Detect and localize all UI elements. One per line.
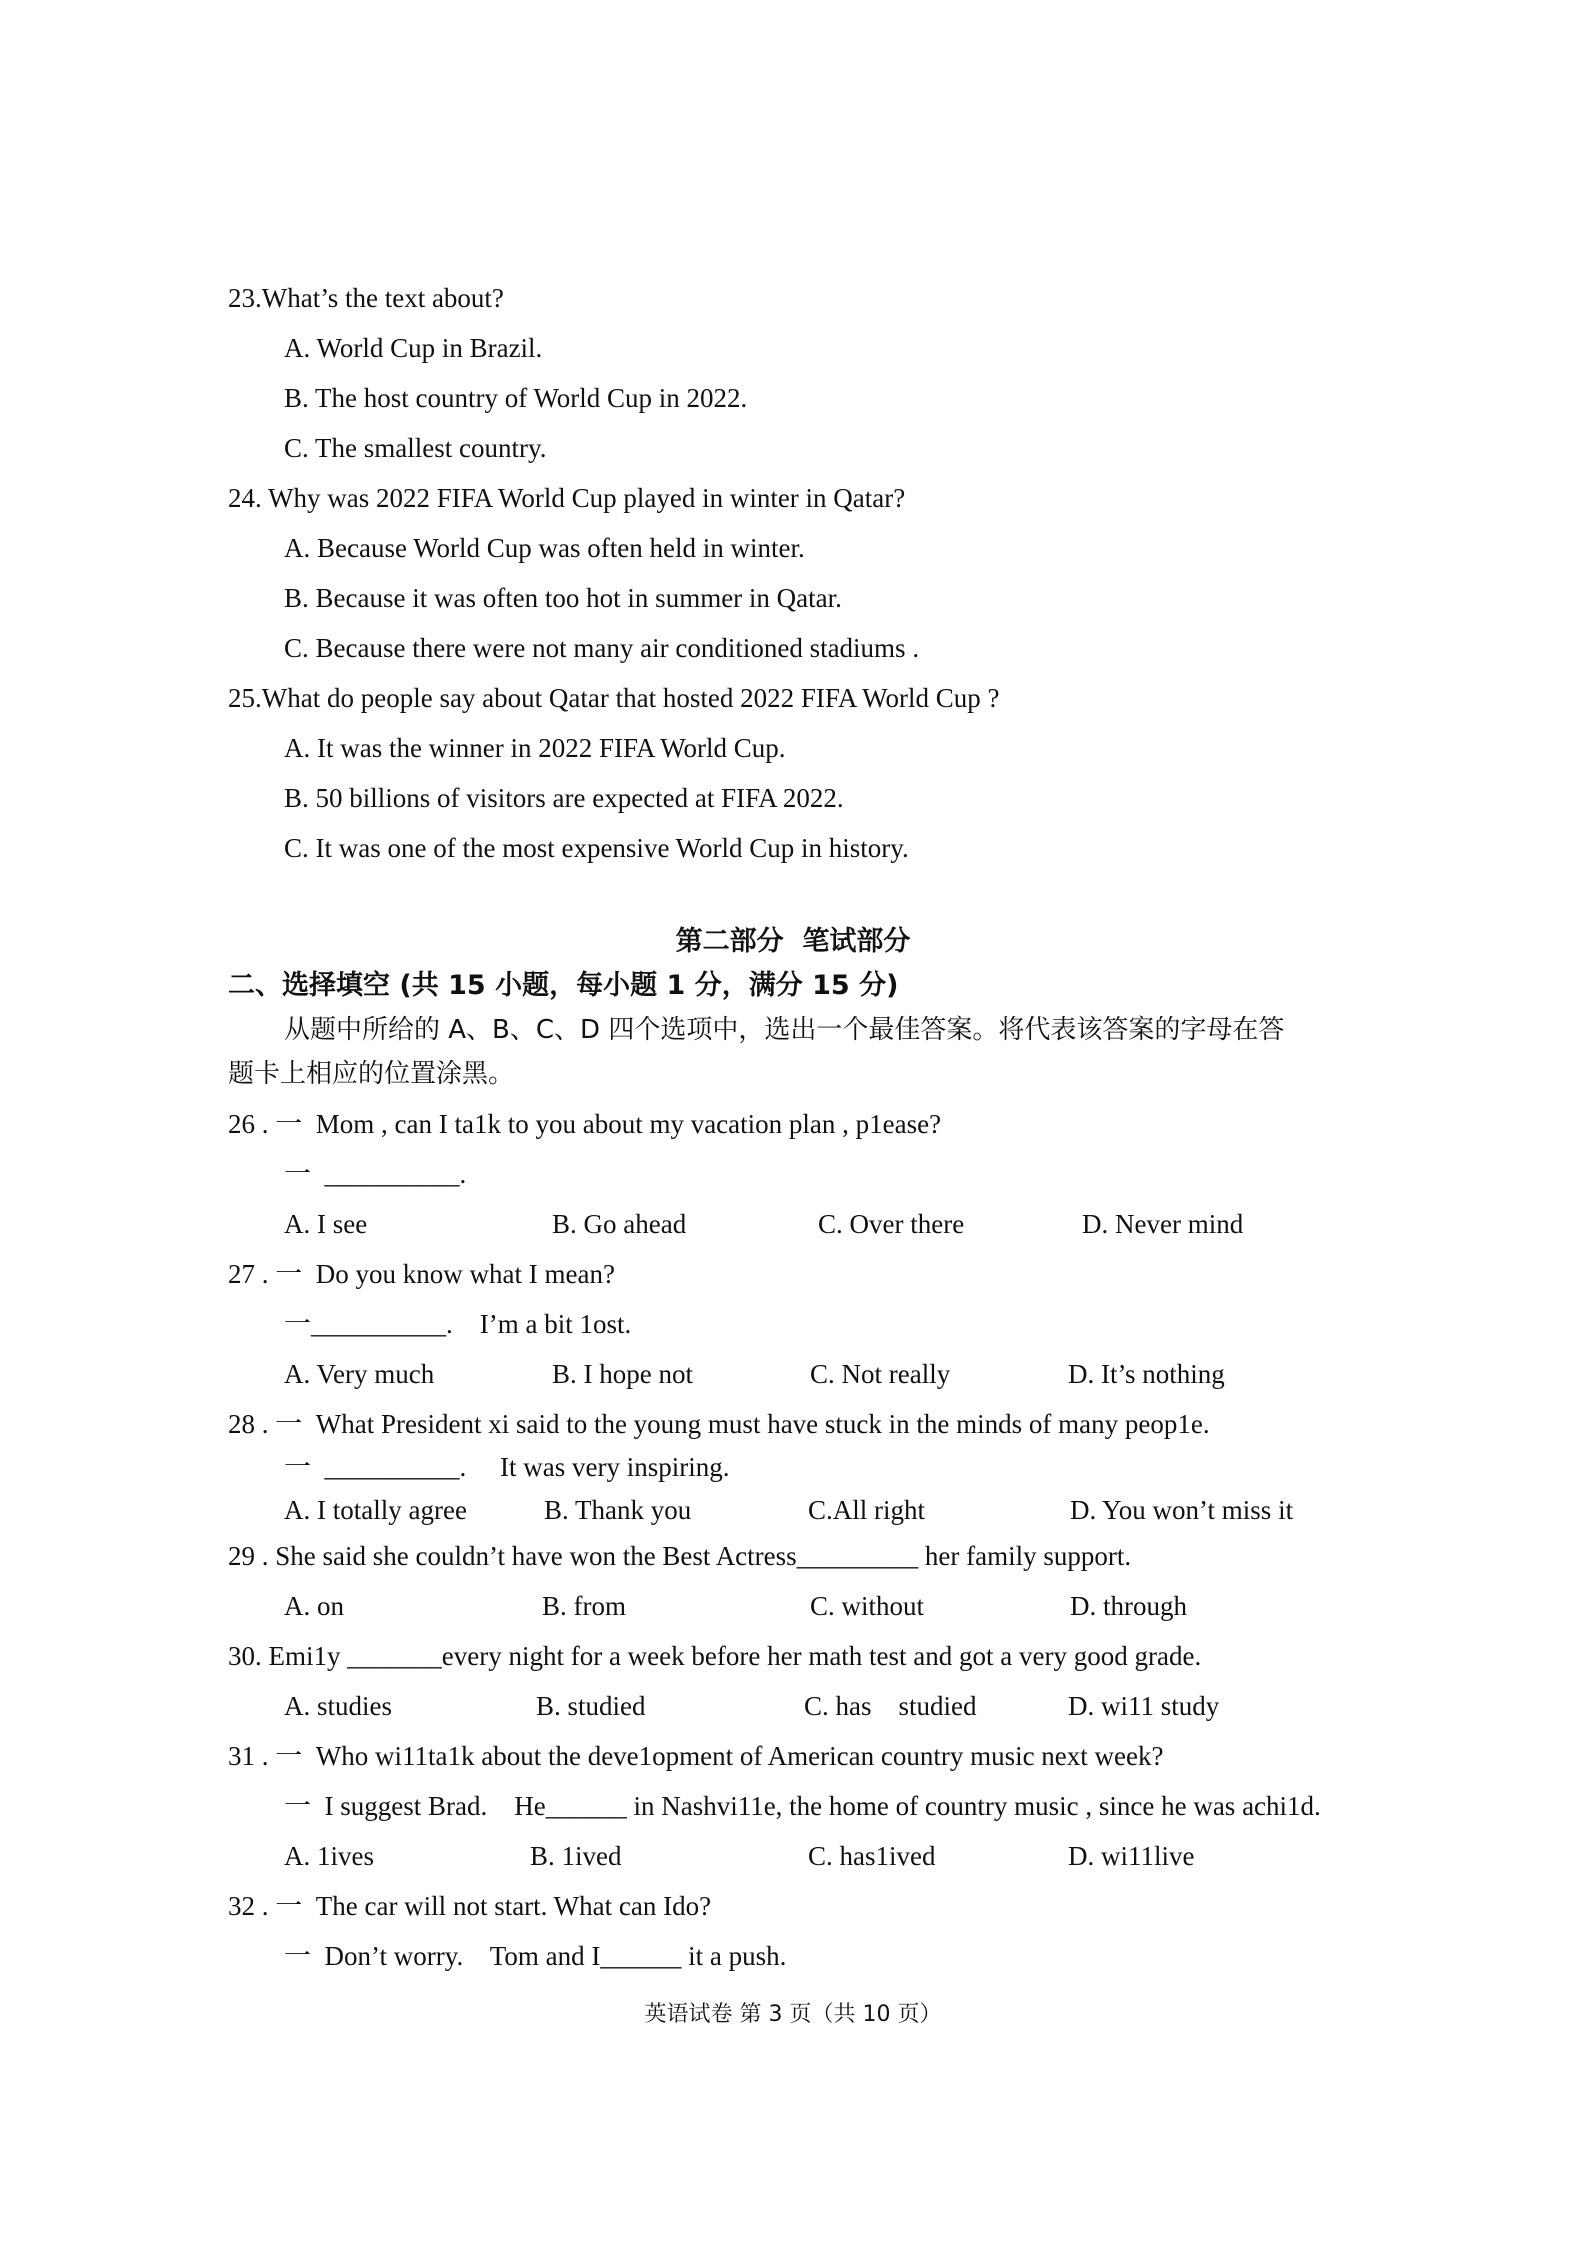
question-27-option-d: D. It’s nothing: [1068, 1359, 1225, 1389]
question-31-option-b: B. 1ived: [530, 1841, 622, 1871]
question-26-option-d: D. Never mind: [1082, 1209, 1244, 1239]
question-25-option-a: A. It was the winner in 2022 FIFA World Cup.: [284, 733, 786, 763]
question-28-option-d: D. You won’t miss it: [1070, 1495, 1294, 1525]
question-26-option-c: C. Over there: [818, 1209, 965, 1239]
question-27-option-a: A. Very much: [284, 1359, 435, 1389]
instruction-line-1: 从题中所给的 A、B、C、D 四个选项中，选出一个最佳答案。将代表该答案的字母在答: [284, 1015, 1285, 1045]
question-25-option-c: C. It was one of the most expensive World Cup in history.: [284, 833, 909, 863]
question-31-option-d: D. wi11live: [1068, 1841, 1195, 1871]
question-24-stem: 24. Why was 2022 FIFA World Cup played in winter in Qatar?: [228, 483, 906, 513]
question-31-stem: 31 . 一 Who wi11ta1k about the deve1opment of American country music next week?: [228, 1741, 1164, 1771]
question-26-reply: 一 __________.: [284, 1159, 467, 1189]
question-31-option-c: C. has1ived: [808, 1841, 936, 1871]
question-30-option-c: C. has studied: [804, 1691, 977, 1721]
question-32-stem: 32 . 一 The car will not start. What can Ido?: [228, 1891, 712, 1921]
question-28-option-a: A. I totally agree: [284, 1495, 467, 1525]
question-30-option-a: A. studies: [284, 1691, 392, 1721]
question-31-reply: 一 I suggest Brad. He______ in Nashvi11e, the home of country music , since he was achi1d.: [284, 1791, 1321, 1821]
question-24-option-b: B. Because it was often too hot in summer in Qatar.: [284, 583, 842, 613]
question-31-option-a: A. 1ives: [284, 1841, 374, 1871]
question-24-option-a: A. Because World Cup was often held in winter.: [284, 533, 805, 563]
question-32-reply: 一 Don’t worry. Tom and I______ it a push.: [284, 1941, 787, 1971]
question-27-option-b: B. I hope not: [552, 1359, 693, 1389]
question-27-stem: 27 . 一 Do you know what I mean?: [228, 1259, 615, 1289]
question-29-option-a: A. on: [284, 1591, 344, 1621]
question-28-reply: 一 __________. It was very inspiring.: [284, 1452, 730, 1482]
question-23-stem: 23.What’s the text about?: [228, 283, 504, 313]
instruction-line-2: 题卡上相应的位置涂黑。: [228, 1059, 515, 1089]
question-28-option-b: B. Thank you: [544, 1495, 692, 1525]
question-26-option-a: A. I see: [284, 1209, 368, 1239]
question-23-option-b: B. The host country of World Cup in 2022.: [284, 383, 748, 413]
question-30-option-d: D. wi11 study: [1068, 1691, 1220, 1721]
section-title: 二、选择填空 (共 15 小题，每小题 1 分，满分 15 分): [228, 970, 899, 1001]
question-30-stem: 30. Emi1y _______every night for a week before her math test and got a very good grade.: [228, 1641, 1202, 1671]
question-25-option-b: B. 50 billions of visitors are expected at FIFA 2022.: [284, 783, 844, 813]
question-26-stem: 26 . 一 Mom , can I ta1k to you about my vacation plan , p1ease?: [228, 1109, 942, 1139]
question-23-option-c: C. The smallest country.: [284, 433, 547, 463]
question-24-option-c: C. Because there were not many air conditioned stadiums .: [284, 633, 920, 663]
question-27-reply: 一__________. I’m a bit 1ost.: [284, 1309, 632, 1339]
page-footer: 英语试卷 第 3 页（共 10 页）: [644, 2002, 942, 2027]
question-29-option-c: C. without: [810, 1591, 925, 1621]
part-title: 第二部分 笔试部分: [675, 926, 911, 957]
question-28-option-c: C.All right: [808, 1495, 926, 1525]
question-26-option-b: B. Go ahead: [552, 1209, 687, 1239]
question-23-option-a: A. World Cup in Brazil.: [284, 333, 543, 363]
question-25-stem: 25.What do people say about Qatar that hosted 2022 FIFA World Cup ?: [228, 683, 1000, 713]
question-29-stem: 29 . She said she couldn’t have won the Best Actress_________ her family support.: [228, 1541, 1132, 1571]
question-27-option-c: C. Not really: [810, 1359, 951, 1389]
question-29-option-b: B. from: [542, 1591, 626, 1621]
question-30-option-b: B. studied: [536, 1691, 646, 1721]
question-29-option-d: D. through: [1070, 1591, 1187, 1621]
question-28-stem: 28 . 一 What President xi said to the young must have stuck in the minds of many peop1e.: [228, 1409, 1210, 1439]
